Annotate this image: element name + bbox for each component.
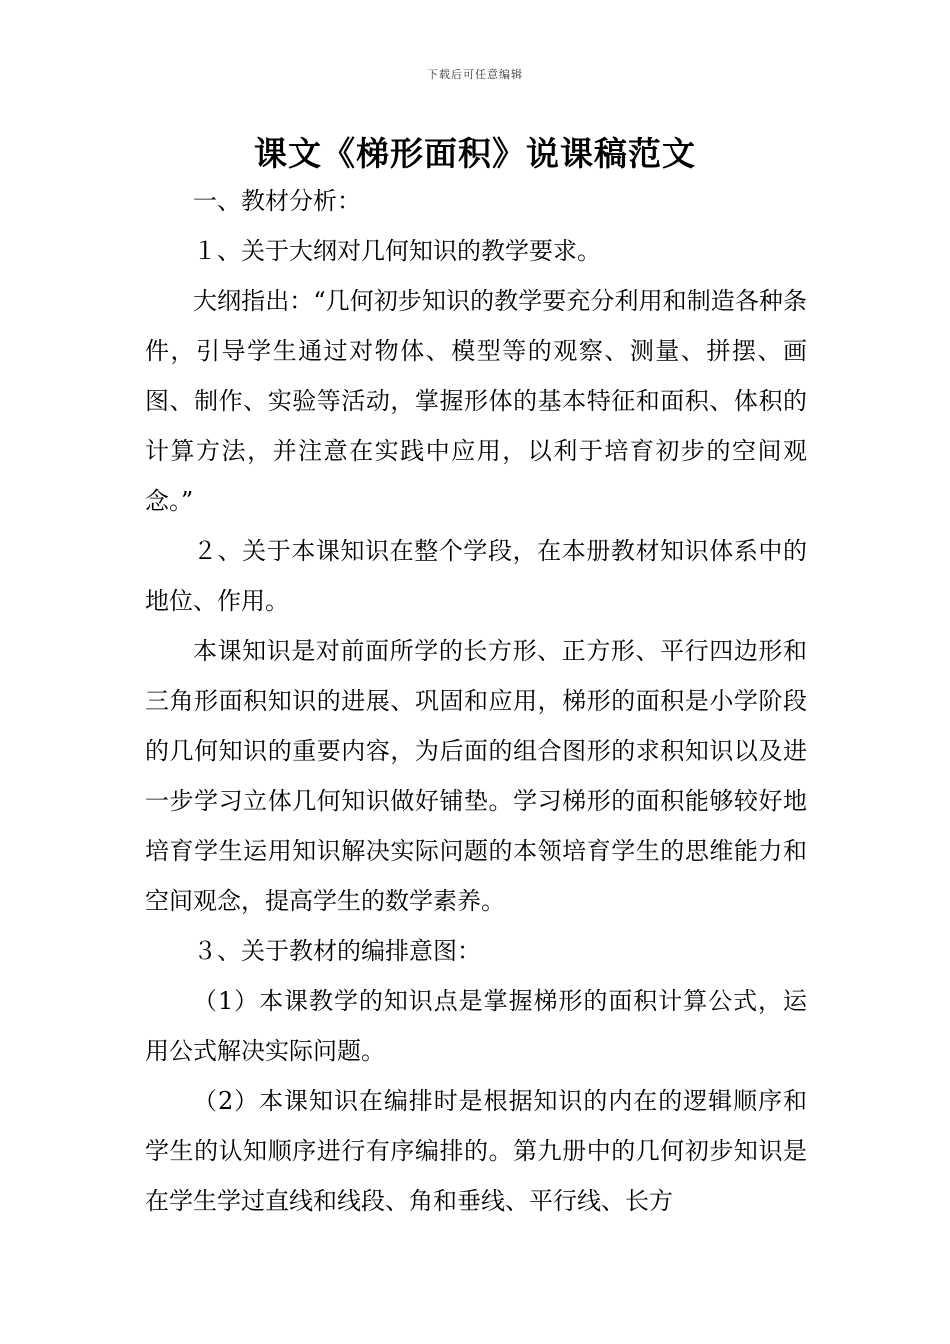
paragraph-arrangement-order: （2）本课知识在编排时是根据知识的内在的逻辑顺序和学生的认知顺序进行有序编排的。第九册中的几何初步知识是在学生学过直线和线段、角和垂线、平行线、长方 (145, 1087, 807, 1215)
header-note: 下载后可任意编辑 (427, 68, 523, 81)
subheading-knowledge-position: ２、关于本课知识在整个学段，在本册教材知识体系中的地位、作用。 (145, 537, 807, 615)
paragraph-knowledge-point: （1）本课教学的知识点是掌握梯形的面积计算公式，运用公式解决实际问题。 (145, 987, 807, 1065)
subheading-arrangement-intent: ３、关于教材的编排意图： (193, 937, 481, 965)
subheading-syllabus-requirement: １、关于大纲对几何知识的教学要求。 (193, 237, 601, 265)
section-heading-textbook-analysis: 一、教材分析： (193, 187, 361, 215)
paragraph-knowledge-role: 本课知识是对前面所学的长方形、正方形、平行四边形和三角形面积知识的进展、巩固和应用，梯形的面积是小学阶段的几何知识的重要内容，为后面的组合图形的求积知识以及进一步学习立体几何知识做好铺垫。学习梯形的面积能够较好地培育学生运用知识解决实际问题的本领培育学生的思维能力和空间观念，提高学生的数学素养。 (145, 637, 807, 915)
paragraph-syllabus-quote: 大纲指出：“几何初步知识的教学要充分利用和制造各种条件，引导学生通过对物体、模型等的观察、测量、拼摆、画图、制作、实验等活动，掌握形体的基本特征和面积、体积的计算方法，并注意在实践中应用，以利于培育初步的空间观念。” (145, 287, 807, 515)
document-title: 课文《梯形面积》说课稿范文 (254, 134, 696, 173)
document-body (145, 176, 807, 1226)
